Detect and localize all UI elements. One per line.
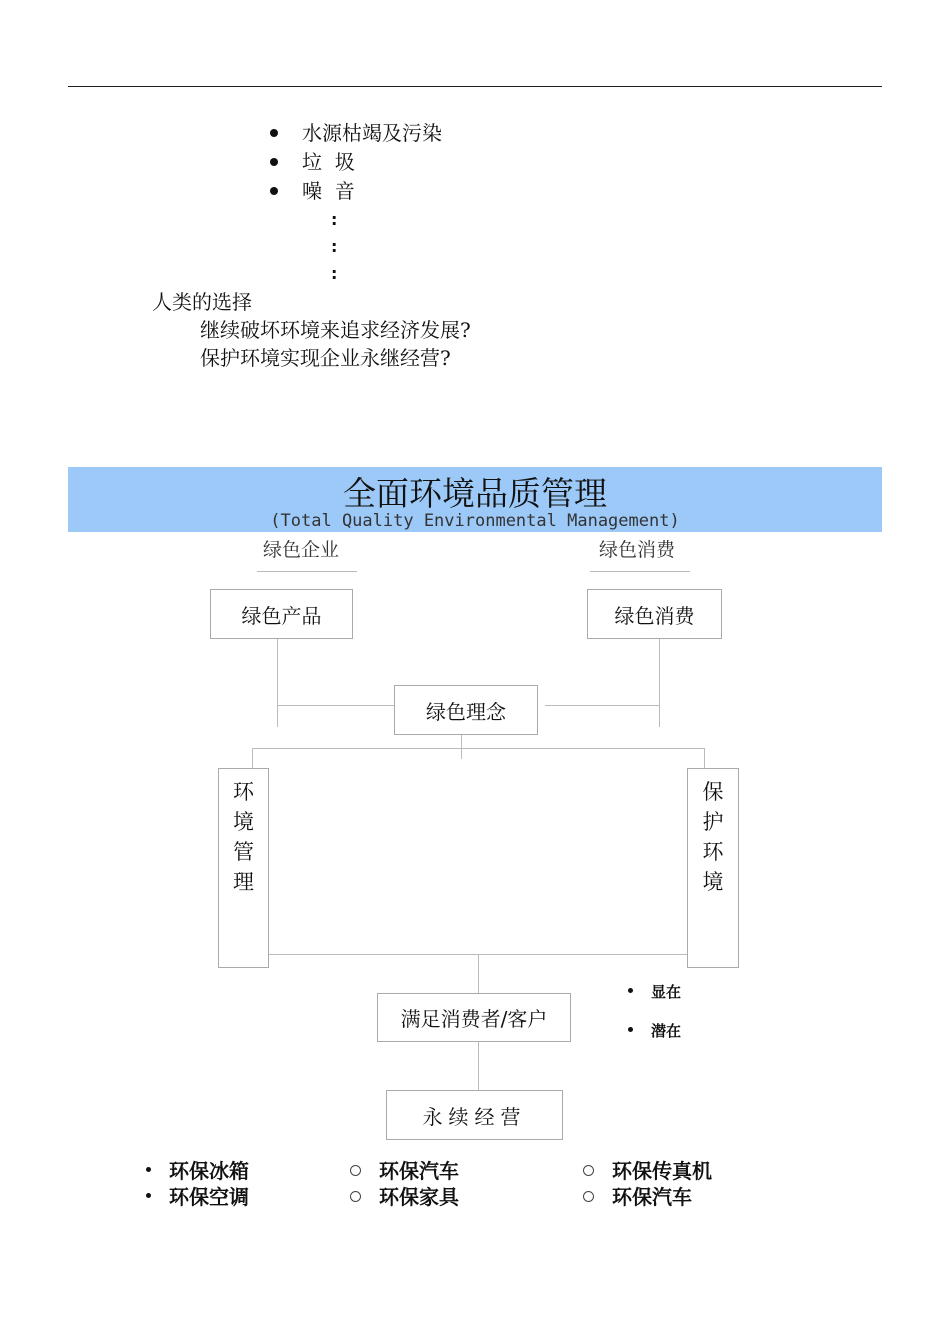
- ellipsis-dot: :: [331, 264, 338, 283]
- connector-line: [277, 705, 394, 706]
- label-green-enterprise: 绿色企业: [263, 539, 340, 561]
- product-item: 环保汽车: [583, 1181, 692, 1210]
- customer-type-explicit: 显在: [628, 981, 681, 1002]
- choice-option-protect: 保护环境实现企业永继经营?: [200, 346, 451, 370]
- connector-line: [704, 748, 705, 768]
- choice-option-economy: 继续破坏环境来追求经济发展?: [200, 318, 471, 342]
- box-environment-management: 环境管理: [218, 768, 269, 968]
- ellipsis-dot: :: [331, 237, 338, 256]
- bullet-dot: [146, 1193, 151, 1198]
- top-divider: [68, 86, 882, 87]
- product-item: 环保传真机: [583, 1155, 712, 1184]
- box-satisfy-customer: 满足消费者/客户: [377, 993, 571, 1042]
- bullet-dot: [270, 129, 278, 137]
- clock-icon: [350, 1191, 361, 1202]
- box-sustainable-operation: 永续经营: [386, 1090, 563, 1140]
- bullet-water: 水源枯竭及污染: [270, 117, 442, 146]
- bullet-dot: [270, 158, 278, 166]
- connector-line: [252, 748, 705, 749]
- product-item: 环保家具: [350, 1181, 459, 1210]
- product-item: 环保空调: [146, 1181, 249, 1210]
- underline-left: [257, 571, 357, 572]
- choice-title: 人类的选择: [152, 290, 252, 314]
- banner-subtitle: (Total Quality Environmental Management): [270, 511, 680, 531]
- connector-line: [252, 748, 253, 768]
- bullet-dot: [146, 1167, 151, 1172]
- product-item: 环保冰箱: [146, 1155, 249, 1184]
- connector-line: [461, 735, 462, 759]
- banner-title: 全面环境品质管理: [343, 474, 607, 513]
- connector-line: [545, 705, 660, 706]
- customer-type-latent: 潜在: [628, 1020, 681, 1041]
- bullet-noise: 噪 音: [270, 175, 355, 204]
- bullet-dot: [628, 988, 633, 993]
- bullet-garbage: 垃 圾: [270, 146, 355, 175]
- box-green-consumption: 绿色消费: [587, 589, 722, 639]
- clock-icon: [583, 1165, 594, 1176]
- box-green-concept: 绿色理念: [394, 685, 538, 735]
- ellipsis-dot: :: [331, 210, 338, 229]
- label-green-consumption: 绿色消费: [599, 539, 676, 561]
- clock-icon: [350, 1165, 361, 1176]
- connector-line: [659, 639, 660, 727]
- connector-line: [277, 639, 278, 727]
- bullet-dot: [628, 1027, 633, 1032]
- clock-icon: [583, 1191, 594, 1202]
- underline-right: [590, 571, 690, 572]
- bullet-dot: [270, 187, 278, 195]
- box-protect-environment: 保护环境: [687, 768, 739, 968]
- box-green-product: 绿色产品: [210, 589, 353, 639]
- product-item: 环保汽车: [350, 1155, 459, 1184]
